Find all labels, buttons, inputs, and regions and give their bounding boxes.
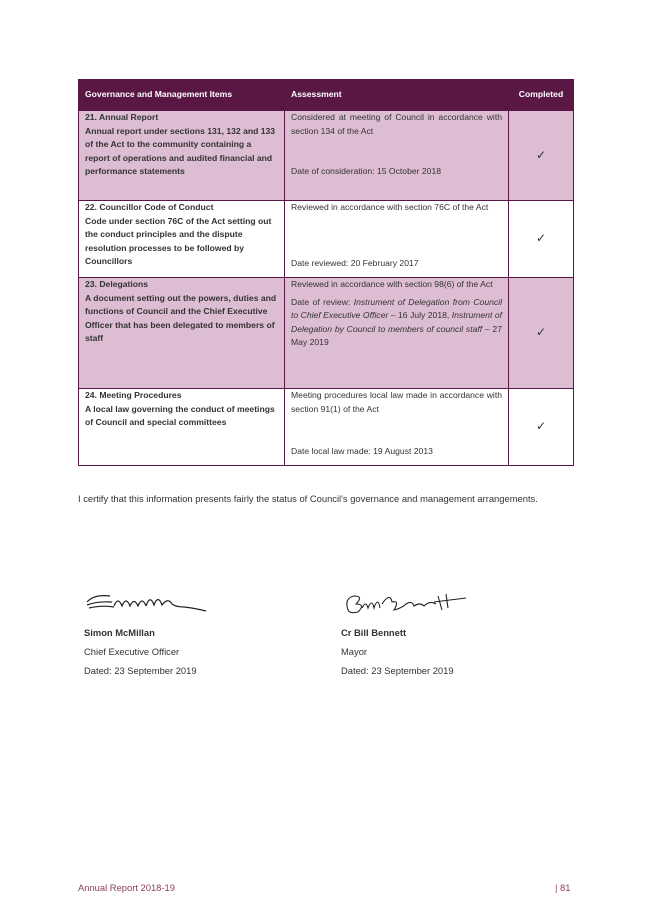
footer-page-number: | 81	[555, 882, 571, 893]
assessment-text: Reviewed in accordance with section 76C of the Act	[291, 202, 489, 212]
header-completed: Completed	[509, 80, 574, 111]
item-title: 22. Councillor Code of Conduct	[85, 202, 214, 212]
completed-check-icon: ✓	[509, 201, 574, 278]
item-title: 21. Annual Report	[85, 112, 159, 122]
assessment-cell	[285, 201, 509, 278]
completed-check-icon: ✓	[509, 111, 574, 201]
item-title: 23. Delegations	[85, 279, 149, 289]
footer-report-title: Annual Report 2018-19	[78, 882, 175, 893]
governance-table	[78, 79, 574, 466]
review-document-2: Instrument of Delegation by Council to members of council staff	[291, 310, 502, 334]
review-label: Date of review:	[291, 296, 354, 307]
review-document-1: Instrument of Delegation from Council to Chief Executive Officer	[291, 296, 502, 321]
assessment-date: Date local law made: 19 August 2013	[291, 446, 433, 456]
assessment-cell	[285, 278, 509, 389]
signatory-block-mayor	[341, 623, 454, 680]
assessment-review	[291, 296, 502, 350]
review-date-1: – 16 July 2018,	[388, 310, 452, 321]
assessment-date: Date of consideration: 15 October 2018	[291, 166, 442, 176]
header-items: Governance and Management Items	[79, 80, 285, 111]
item-cell	[79, 278, 285, 389]
assessment-date: Date reviewed: 20 February 2017	[291, 258, 419, 268]
item-cell	[79, 389, 285, 466]
table-row	[79, 278, 574, 389]
item-description: A document setting out the powers, duties and functions of Council and the Chief Executive Officer that has been delegated to members of staff	[85, 292, 277, 344]
review-date-2: – 27 May 2019	[291, 323, 502, 348]
completed-check-icon: ✓	[509, 278, 574, 389]
signature-bill-bennett	[342, 590, 467, 618]
signatory-role: Mayor	[341, 646, 368, 657]
assessment-text: Reviewed in accordance with section 98(6) of the Act	[291, 279, 493, 289]
item-cell	[79, 111, 285, 201]
assessment-text: Meeting procedures local law made in accordance with section 91(1) of the Act	[291, 390, 502, 414]
item-title: 24. Meeting Procedures	[85, 390, 182, 400]
signatory-date: Dated: 23 September 2019	[341, 665, 454, 676]
completed-check-icon: ✓	[509, 389, 574, 466]
signatory-role: Chief Executive Officer	[84, 646, 180, 657]
signatory-date: Dated: 23 September 2019	[84, 665, 197, 676]
signatory-name: Cr Bill Bennett	[341, 627, 407, 638]
header-assessment: Assessment	[285, 80, 509, 111]
table-row	[79, 389, 574, 466]
certification-statement: I certify that this information presents fairly the status of Council's governance and management arrangements.	[78, 493, 538, 504]
assessment-cell	[285, 389, 509, 466]
assessment-cell	[285, 111, 509, 201]
item-cell	[79, 201, 285, 278]
table-header-row	[79, 80, 574, 111]
item-description: Annual report under sections 131, 132 and 133 of the Act to the community containing a report of operations and audited financial and performance statements	[85, 125, 276, 177]
signatory-block-ceo	[84, 623, 197, 680]
signatory-name: Simon McMillan	[84, 627, 155, 638]
table-row	[79, 201, 574, 278]
assessment-text: Considered at meeting of Council in accordance with section 134 of the Act	[291, 112, 502, 136]
table-row	[79, 111, 574, 201]
item-description: Code under section 76C of the Act setting out the conduct principles and the dispute resolution processes to be followed by Councillors	[85, 215, 272, 267]
signature-simon-mcmillan	[84, 588, 209, 616]
item-description: A local law governing the conduct of meetings of Council and special committees	[85, 403, 275, 428]
